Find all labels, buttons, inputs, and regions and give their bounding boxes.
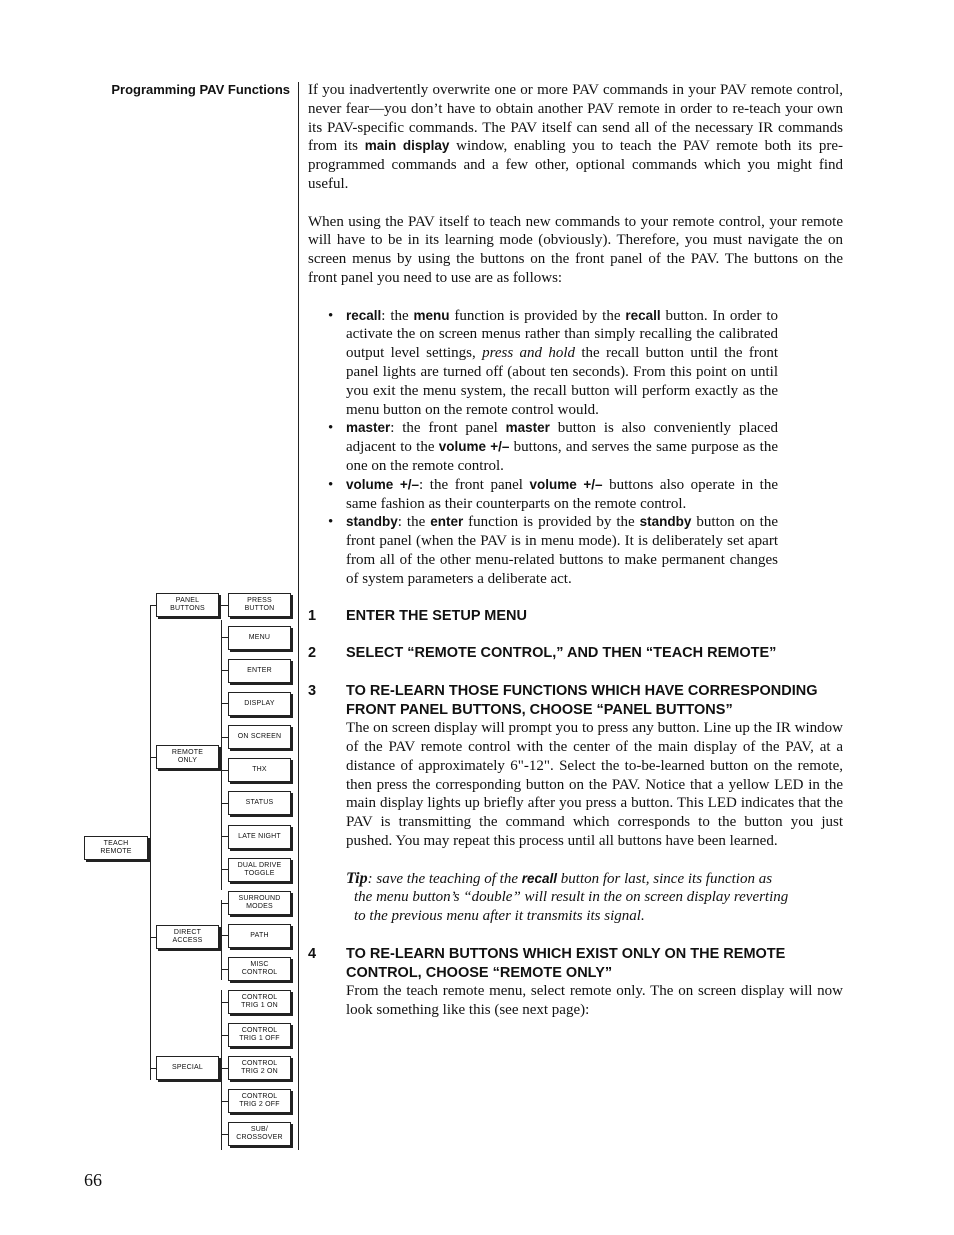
connector-line [221,770,228,771]
step-number: 4 [308,945,317,962]
diagram-node-remote-only: REMOTE ONLY [156,745,219,769]
diagram-node-enter: ENTER [228,659,291,683]
step-heading: TO RE-LEARN BUTTONS WHICH EXIST ONLY ON THE REMOTE CONTROL, CHOOSE “REMOTE ONLY” [346,945,786,981]
connector-line [221,869,228,870]
connector-line [221,1134,228,1135]
section-sidebar-heading: Programming PAV Functions [111,82,290,97]
step-heading: ENTER THE SETUP MENU [346,607,528,624]
connector-line [150,937,156,938]
step-4 [308,945,843,1020]
connector-line [221,803,228,804]
step-number: 3 [308,682,317,699]
diagram-node-control-trig-1-off: CONTROL TRIG 1 OFF [228,1023,291,1047]
diagram-node-control-trig-2-on: CONTROL TRIG 2 ON [228,1056,291,1080]
connector-line [221,703,228,704]
steps-list [308,607,843,1021]
step-body: From the teach remote menu, select remote only. The on screen display will now look something like this (see next page): [346,983,843,1019]
connector-line [221,1101,228,1102]
connector-line [150,1068,156,1069]
step-number: 1 [308,607,317,624]
diagram-node-teach-remote: TEACH REMOTE [84,836,148,860]
diagram-node-press-button: PRESS BUTTON [228,593,291,617]
step-3 [308,682,843,851]
tip-note: Tip: save the teaching of the recall button for last, since its function as the menu button’s “double” will result in the on screen display reverting to the previous menu after it transmits its signal. [346,869,789,925]
diagram-node-thx: THX [228,758,291,782]
bullet-master: • master: the front panel master button is also conveniently placed adjacent to the volume +/– buttons, and serves the same purpose as the one on the remote control. [346,419,778,475]
connector-line [221,620,222,890]
connector-line [221,637,228,638]
intro-paragraph-1: If you inadvertently overwrite one or more PAV commands in your PAV remote control, never fear—you don’t have to obtain another PAV remote in order to re-teach your own its PAV-specific commands. The PAV itself can send all of the necessary IR commands from its main display window, enabling you to teach the PAV remote both its pre-programmed commands and a few other, optional commands which you might find useful. [308,82,843,192]
diagram-node-control-trig-2-off: CONTROL TRIG 2 OFF [228,1089,291,1113]
connector-line [221,969,228,970]
connector-line [221,1035,228,1036]
diagram-node-sub-crossover: SUB/ CROSSOVER [228,1122,291,1146]
intro-paragraph-2: When using the PAV itself to teach new commands to your remote control, your remote will have to be in its learning mode (obviously). Therefore, you must navigate the on screen menus by using the buttons on the front panel of the PAV. The buttons on the front panel you need to use are as follows: [308,213,843,286]
tip-label: Tip [346,869,368,887]
connector-line [221,1068,228,1069]
connector-line [150,605,151,1080]
diagram-node-control-trig-1-on: CONTROL TRIG 1 ON [228,990,291,1014]
connector-line [221,900,222,980]
diagram-node-dual-drive-toggle: DUAL DRIVE TOGGLE [228,858,291,882]
connector-line [221,903,228,904]
step-heading: SELECT “REMOTE CONTROL,” AND THEN “TEACH REMOTE” [346,645,777,662]
front-panel-button-list [308,307,778,589]
diagram-node-menu: MENU [228,626,291,650]
main-text-column [308,81,843,1039]
diagram-node-path: PATH [228,924,291,948]
diagram-node-panel-buttons: PANEL BUTTONS [156,593,219,617]
bullet-standby: • standby: the enter function is provided by the standby button on the front panel (when the PAV is in menu mode). It is deliberately set apart from all of the other menu-related buttons to make permanent changes of system parameters a deliberate act. [346,513,778,588]
connector-line [221,836,228,837]
keyword-main-display: main display [364,138,450,154]
diagram-node-misc-control: MISC CONTROL [228,957,291,981]
connector-line [221,670,228,671]
connector-line [221,935,228,936]
connector-line [150,605,156,606]
step-body: The on screen display will prompt you to press any button. Line up the IR window of the PAV remote control with the center of the main display of the PAV, at a distance of approximately 6"-12". Select the to-be-learned button on the remote, then press the corresponding button on the PAV. Notice that a yellow LED in the main display lights up briefly after you press a button. This LED indicates that the PAV is transmitting the command which corresponds to the button you just pushed. You may repeat this process until all buttons have been learned. [346,720,843,850]
connector-line [221,990,222,1150]
connector-line [221,1002,228,1003]
connector-line [150,757,156,758]
page-number: 66 [84,1170,102,1190]
step-heading: TO RE-LEARN THOSE FUNCTIONS WHICH HAVE CORRESPONDING FRONT PANEL BUTTONS, CHOOSE “PANEL BUTTONS” [346,682,818,718]
diagram-node-status: STATUS [228,791,291,815]
diagram-node-on-screen: ON SCREEN [228,725,291,749]
bullet-volume: • volume +/–: the front panel volume +/– buttons also operate in the same fashion as their counterparts on the remote control. [346,476,778,514]
diagram-node-special: SPECIAL [156,1056,219,1080]
diagram-node-display: DISPLAY [228,692,291,716]
connector-line [221,737,228,738]
step-1 [308,607,843,626]
diagram-node-direct-access: DIRECT ACCESS [156,925,219,949]
step-number: 2 [308,645,317,662]
connector-line [221,605,228,606]
bullet-recall: • recall: the menu function is provided by the recall button. In order to activate the on screen menus rather than simply recalling the calibrated output level settings, press and hold the recall button until the front panel lights are turned off (about ten seconds). From this point on until you exit the menu system, the recall button will perform exactly as the menu button on the remote control would. [346,307,778,420]
vertical-divider [298,82,299,1150]
diagram-node-late-night: LATE NIGHT [228,825,291,849]
step-2 [308,644,843,663]
diagram-node-surround-modes: SURROUND MODES [228,891,291,915]
